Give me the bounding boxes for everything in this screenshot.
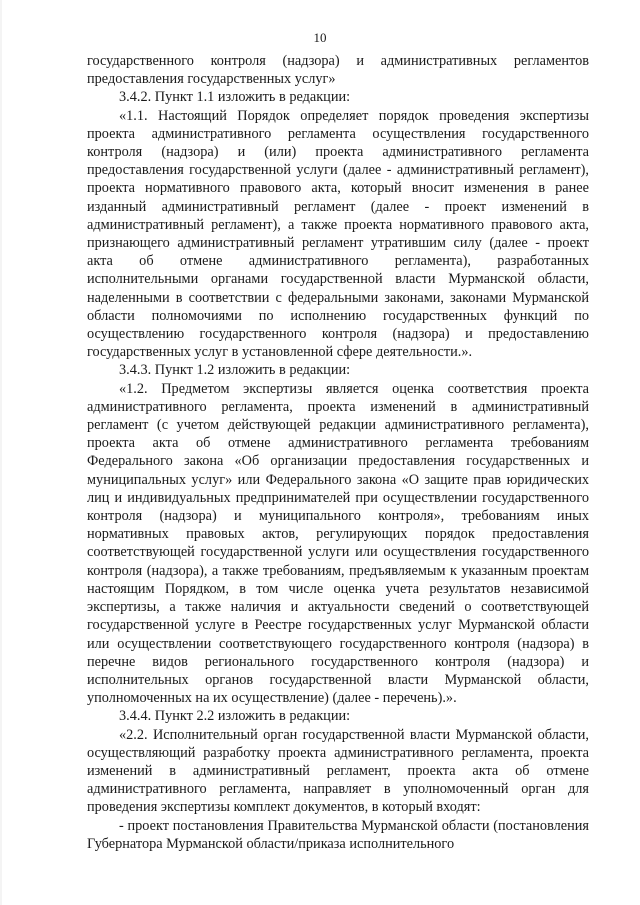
paragraph-continuation: государственного контроля (надзора) и административных регламентов предоставления государственных услуг» xyxy=(87,53,589,88)
paragraph-list-item: - проект постановления Правительства Мурманской области (постановления Губернатора Мурманской области/приказа исполнительного xyxy=(87,817,589,852)
paragraph-item-3-4-4: 3.4.4. Пункт 2.2 изложить в редакции: xyxy=(119,708,351,725)
document-body xyxy=(87,52,589,853)
paragraph-item-3-4-2: 3.4.2. Пункт 1.1 изложить в редакции: xyxy=(119,89,351,106)
page-number: 10 xyxy=(313,30,327,45)
paragraph-clause-1-1: «1.1. Настоящий Порядок определяет порядок проведения экспертизы проекта административного регламента осуществления государственного контроля (надзора) и (или) проекта административного регламента предоставления государственной услуги (далее - административный регламент), проекта нормативного правового акта, который вносит изменения в ранее изданный административный регламент (далее - проект изменений в административный регламент), а также проекта нормативного правового акта, признающего административный регламент утратившим силу (далее - проект акта об отмене административного регламента), разработанных исполнительными органами государственной власти Мурманской области, наделенными в соответствии с федеральными законами, законами Мурманской области полномочиями по исполнению государственных функций по осуществлению государственного контроля (надзора) и предоставлению государственных услуг в установленной сфере деятельности.». xyxy=(87,107,589,361)
scan-edge xyxy=(0,0,2,905)
paragraph-clause-1-2: «1.2. Предметом экспертизы является оценка соответствия проекта административного регламента, проекта изменений в административный регламент (с учетом действующей редакции административного регламента), проекта акта об отмене административного регламента требованиям Федерального закона «Об организации предоставления государственных и муниципальных услуг» или Федерального закона «О защите прав юридических лиц и индивидуальных предпринимателей при осуществлении государственного контроля (надзора) и муниципального контроля», требованиям иных нормативных правовых актов, регулирующих порядок предоставления соответствующей государственной услуги или осуществления государственного контроля (надзора), а также требованиям, предъявляемым к указанным проектам настоящим Порядком, в том числе оценка учета результатов независимой экспертизы, а также наличия и актуальности сведений о соответствующей государственной услуге в Реестре государственных услуг Мурманской области или осуществлении соответствующего государственного контроля (надзора) в перечне видов регионального государственного контроля (надзора) и исполнительных органов государственной власти Мурманской области, уполномоченных на их осуществление) (далее - перечень).». xyxy=(87,380,589,707)
paragraph-clause-2-2: «2.2. Исполнительный орган государственной власти Мурманской области, осуществляющий разработку проекта административного регламента, проекта изменений в административный регламент, проекта акта об отмене административного регламента, направляет в уполномоченный орган для проведения экспертизы комплект документов, в который входят: xyxy=(87,726,589,816)
paragraph-item-3-4-3: 3.4.3. Пункт 1.2 изложить в редакции: xyxy=(119,362,351,379)
